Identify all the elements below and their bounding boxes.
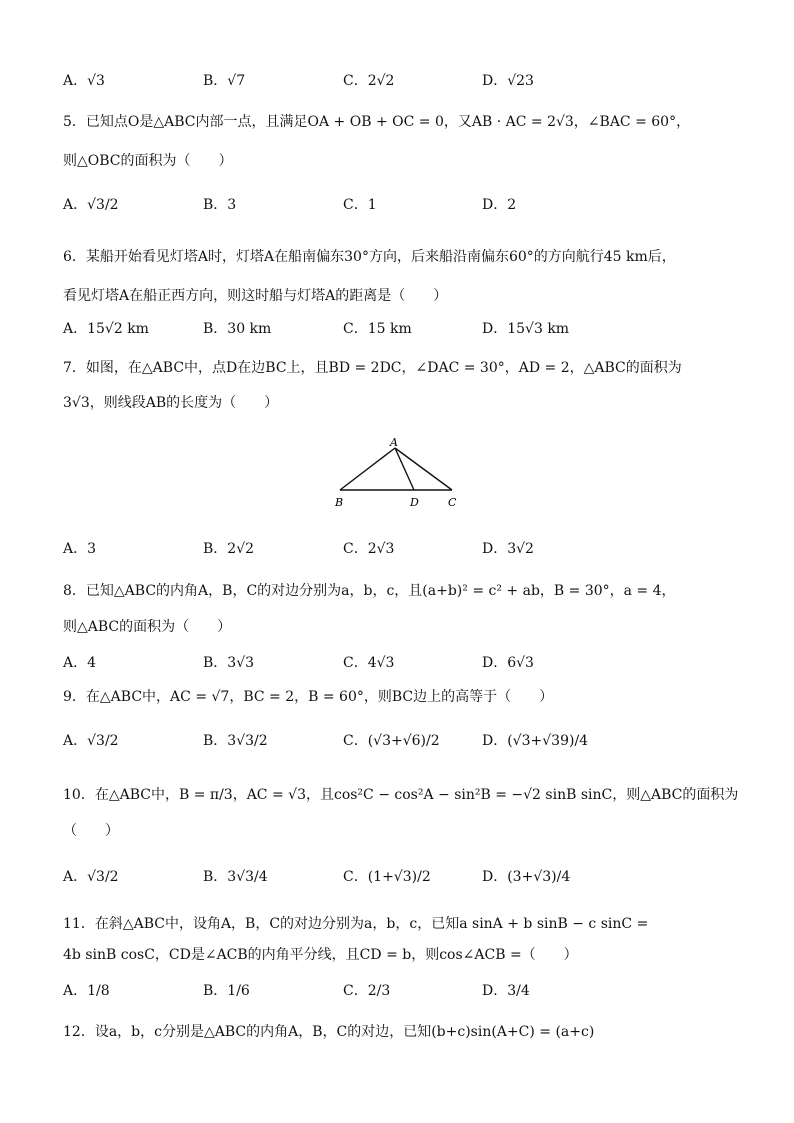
- q4-option-c: C．2√2: [343, 73, 395, 89]
- q8-option-b: B．3√3: [203, 655, 255, 671]
- q7-option-d: D．3√2: [482, 541, 534, 557]
- segment-ac: [395, 448, 452, 490]
- q11-option-b: B．1/6: [203, 983, 250, 999]
- q8-stem-line1: 8．已知△ABC的内角A，B，C的对边分别为a，b，c，且(a+b)² = c² + ab，B = 30°，a = 4，: [63, 583, 676, 599]
- q7-stem-line2: 3√3，则线段AB的长度为（ ）: [63, 395, 279, 411]
- q9-stem-line1: 9．在△ABC中，AC = √7，BC = 2，B = 60°，则BC边上的高等于（ ）: [63, 689, 554, 705]
- q4-option-a: A．√3: [63, 73, 105, 89]
- q11-stem-line2: 4b sinB cosC，CD是∠ACB的内角平分线，且CD = b，则cos∠ACB =（ ）: [63, 947, 578, 963]
- q10-stem-line1: 10．在△ABC中，B = π/3，AC = √3，且cos²C − cos²A − sin²B = −√2 sinB sinC，则△ABC的面积为: [63, 787, 739, 803]
- q5-option-b: B．3: [203, 197, 237, 213]
- q8-stem-line2: 则△ABC的面积为（ ）: [63, 619, 232, 635]
- q10-option-d: D．(3+√3)/4: [482, 869, 571, 885]
- q5-stem-line2: 则△OBC的面积为（ ）: [63, 153, 233, 169]
- q7-option-c: C．2√3: [343, 541, 395, 557]
- q6-option-c: C．15 km: [343, 321, 412, 337]
- q6-stem-line2: 看见灯塔A在船正西方向，则这时船与灯塔A的距离是（ ）: [63, 288, 448, 304]
- label-a: A: [390, 436, 398, 449]
- triangle-figure: [330, 434, 470, 514]
- q10-option-a: A．√3/2: [63, 869, 119, 885]
- q8-option-a: A．4: [63, 655, 97, 671]
- q9-option-a: A．√3/2: [63, 733, 119, 749]
- q11-stem-line1: 11．在斜△ABC中，设角A，B，C的对边分别为a，b，c，已知a sinA + b sinB − c sinC =: [63, 916, 649, 932]
- q5-option-d: D．2: [482, 197, 517, 213]
- q5-option-a: A．√3/2: [63, 197, 119, 213]
- q6-option-d: D．15√3 km: [482, 321, 570, 337]
- q10-stem-line2: （ ）: [63, 823, 119, 839]
- label-b: B: [335, 496, 344, 509]
- q11-option-d: D．3/4: [482, 983, 530, 999]
- q7-option-b: B．2√2: [203, 541, 255, 557]
- q4-option-d: D．√23: [482, 73, 534, 89]
- q4-option-b: B．√7: [203, 73, 246, 89]
- segment-ab: [340, 448, 395, 490]
- q9-option-d: D．(√3+√39)/4: [482, 733, 589, 749]
- label-d: D: [410, 496, 419, 509]
- q7-option-a: A．3: [63, 541, 97, 557]
- q7-stem-line1: 7．如图，在△ABC中，点D在边BC上，且BD = 2DC，∠DAC = 30°，AD = 2，△ABC的面积为: [63, 360, 682, 376]
- q11-option-a: A．1/8: [63, 983, 110, 999]
- q6-option-a: A．15√2 km: [63, 321, 149, 337]
- q11-option-c: C．2/3: [343, 983, 391, 999]
- q10-option-b: B．3√3/4: [203, 869, 268, 885]
- q12-stem-line1: 12．设a，b，c分别是△ABC的内角A，B，C的对边，已知(b+c)sin(A+C) = (a+c): [63, 1024, 595, 1040]
- label-c: C: [448, 496, 457, 509]
- q6-option-b: B．30 km: [203, 321, 272, 337]
- q5-option-c: C．1: [343, 197, 377, 213]
- q9-option-b: B．3√3/2: [203, 733, 268, 749]
- q8-option-d: D．6√3: [482, 655, 534, 671]
- q5-stem-line1: 5．已知点O是△ABC内部一点，且满足OA + OB + OC = 0，又AB · AC = 2√3，∠BAC = 60°，: [63, 114, 691, 130]
- q6-stem-line1: 6．某船开始看见灯塔A时，灯塔A在船南偏东30°方向，后来船沿南偏东60°的方向航行45 km后，: [63, 249, 676, 265]
- q10-option-c: C．(1+√3)/2: [343, 869, 431, 885]
- q9-option-c: C．(√3+√6)/2: [343, 733, 440, 749]
- q8-option-c: C．4√3: [343, 655, 395, 671]
